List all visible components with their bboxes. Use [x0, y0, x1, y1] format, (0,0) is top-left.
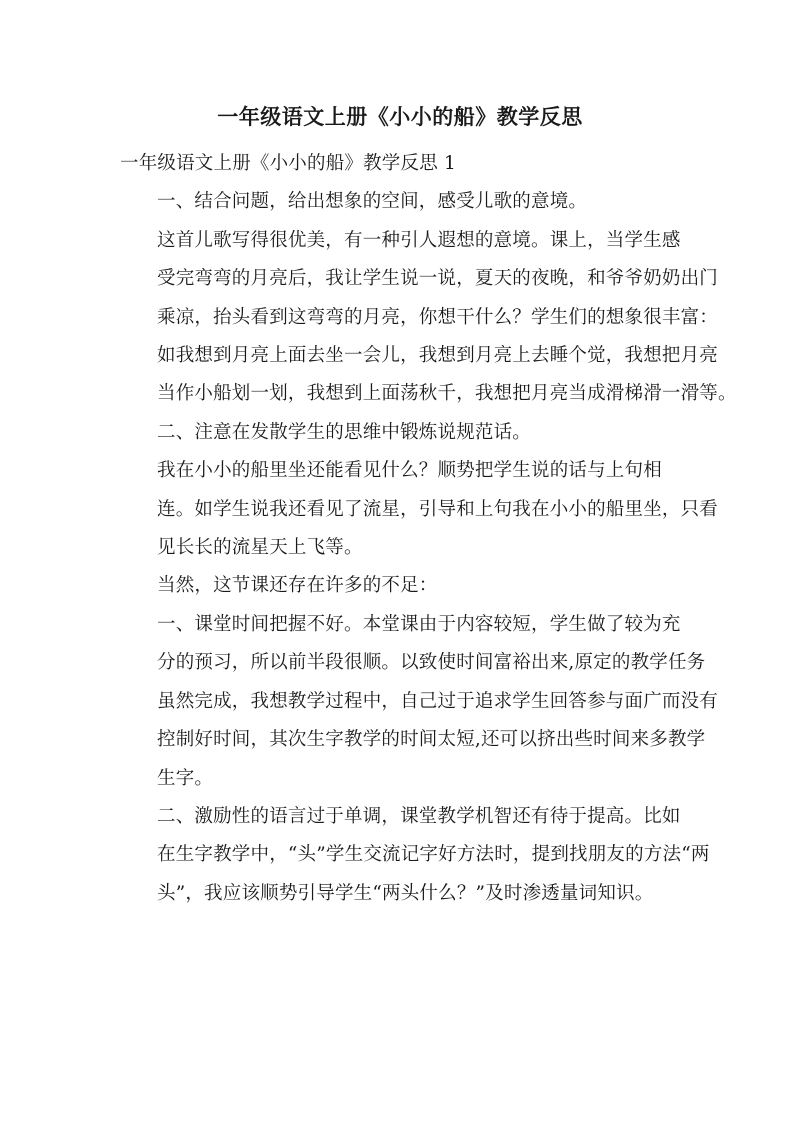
paragraph [120, 452, 719, 567]
text-line: 分的预习，所以前半段很顺。以致使时间富裕出来,原定的教学任务 [157, 652, 706, 674]
text-line: 一、课堂时间把握不好。本堂课由于内容较短，学生做了较为充 [157, 613, 681, 635]
text-line: 连。如学生说我还看见了流星，引导和上句我在小小的船里坐，只看 [157, 498, 719, 520]
text-line: 头”，我应该顺势引导学生“两头什么？”及时渗透量词知识。 [157, 882, 654, 904]
paragraph [120, 798, 710, 913]
document-title: 一年级语文上册《小小的船》教学反思 [217, 104, 583, 129]
text-line: 我在小小的船里坐还能看见什么？顺势把学生说的话与上句相 [157, 460, 662, 482]
text-line: 虽然完成，我想教学过程中，自己过于追求学生回答参与面广而没有 [157, 690, 719, 712]
text-line: 乘凉，抬头看到这弯弯的月亮，你想干什么？学生们的想象很丰富： [157, 306, 719, 328]
paragraph [120, 606, 719, 798]
text-line: 一、结合问题，给出想象的空间，感受儿歌的意境。 [157, 191, 588, 213]
text-line: 当作小船划一划，我想到上面荡秋千，我想把月亮当成滑梯滑一滑等。 [157, 383, 737, 405]
text-line: 在生字教学中，“头”学生交流记字好方法时，提到找朋友的方法“两 [157, 844, 710, 866]
text-line: 二、激励性的语言过于单调，课堂教学机智还有待于提高。比如 [157, 805, 681, 827]
paragraph [120, 567, 682, 605]
text-line: 这首儿歌写得很优美，有一种引人遐想的意境。课上，当学生感 [157, 229, 681, 251]
text-line: 控制好时间，其次生字教学的时间太短,还可以挤出些时间来多教学 [157, 729, 706, 751]
text-line: 见长长的流星天上飞等。 [157, 537, 363, 559]
paragraph [120, 183, 682, 221]
text-line: 一年级语文上册《小小的船》教学反思 1 [120, 153, 456, 174]
paragraph [120, 222, 737, 414]
text-line: 生字。 [157, 767, 214, 789]
document-subtitle [120, 145, 682, 183]
document-body [120, 145, 737, 913]
text-line: 当然，这节课还存在许多的不足： [157, 575, 438, 597]
text-line: 受完弯弯的月亮后，我让学生说一说，夏天的夜晚，和爷爷奶奶出门 [157, 268, 719, 290]
paragraph [120, 414, 682, 452]
text-line: 二、注意在发散学生的思维中锻炼说规范话。 [157, 421, 532, 443]
text-line: 如我想到月亮上面去坐一会儿，我想到月亮上去睡个觉，我想把月亮 [157, 345, 719, 367]
